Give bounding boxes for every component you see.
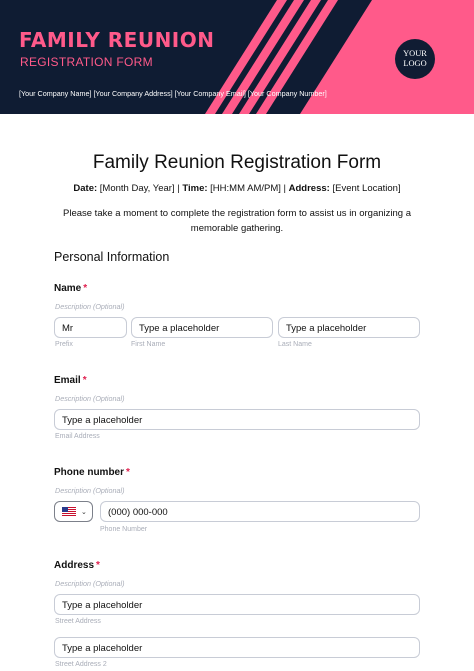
phone-label bbox=[54, 467, 130, 478]
first-name-hint: First Name bbox=[131, 341, 166, 348]
last-name-field[interactable]: Type a placeholder bbox=[278, 317, 420, 338]
email-label bbox=[54, 375, 87, 386]
address-field-label bbox=[54, 560, 100, 571]
address-value: [Event Location] bbox=[329, 183, 401, 194]
address-description: Description (Optional) bbox=[55, 579, 125, 588]
form-title: Family Reunion Registration Form bbox=[92, 152, 382, 173]
phone-hint: Phone Number bbox=[100, 526, 148, 533]
first-name-field[interactable]: Type a placeholder bbox=[131, 317, 273, 338]
phone-label-text: Phone number bbox=[54, 467, 125, 478]
event-meta bbox=[0, 183, 474, 194]
form-intro: Please take a moment to complete the registration form to assist us in organizing a memorable gathering. bbox=[63, 208, 411, 234]
email-hint: Email Address bbox=[55, 433, 100, 440]
prefix-field[interactable]: Mr bbox=[54, 317, 127, 338]
email-field[interactable]: Type a placeholder bbox=[54, 409, 420, 430]
phone-field[interactable]: (000) 000-000 bbox=[100, 501, 420, 522]
company-logo bbox=[395, 39, 435, 79]
address-label: Address: bbox=[288, 183, 330, 194]
chevron-down-icon: ⌄ bbox=[81, 508, 87, 516]
name-label-text: Name bbox=[54, 283, 82, 294]
header-subtitle: REGISTRATION FORM bbox=[20, 55, 153, 69]
address-label-text: Address bbox=[54, 560, 95, 571]
name-description: Description (Optional) bbox=[55, 302, 125, 311]
street-address-hint: Street Address bbox=[55, 618, 101, 625]
phone-description: Description (Optional) bbox=[55, 486, 125, 495]
time-label: Time: bbox=[182, 183, 208, 194]
logo-text-line1: YOUR bbox=[403, 49, 427, 58]
required-marker: * bbox=[83, 283, 88, 294]
street-address-2-field[interactable]: Type a placeholder bbox=[54, 637, 420, 658]
last-name-hint: Last Name bbox=[278, 341, 312, 348]
email-description: Description (Optional) bbox=[55, 394, 125, 403]
header-title: FAMILY REUNION bbox=[19, 28, 215, 52]
email-label-text: Email bbox=[54, 375, 81, 386]
company-contact-line: [Your Company Name] [Your Company Address] [Your Company Email] [Your Company Number] bbox=[19, 89, 327, 98]
required-marker: * bbox=[126, 467, 130, 478]
required-marker: * bbox=[96, 560, 100, 571]
date-value: [Month Day, Year] | bbox=[97, 183, 183, 194]
prefix-hint: Prefix bbox=[55, 341, 73, 348]
date-label: Date: bbox=[73, 183, 98, 194]
street-address-field[interactable]: Type a placeholder bbox=[54, 594, 420, 615]
country-code-select[interactable] bbox=[54, 501, 93, 522]
section-title: Personal Information bbox=[54, 250, 170, 264]
header-banner bbox=[0, 0, 474, 114]
logo-text-line2: LOGO bbox=[403, 59, 427, 68]
street-address-2-hint: Street Address 2 bbox=[55, 661, 107, 668]
required-marker: * bbox=[82, 375, 87, 386]
us-flag-icon bbox=[62, 507, 76, 516]
time-value: [HH:MM AM/PM] | bbox=[207, 183, 289, 194]
name-label bbox=[54, 283, 87, 294]
